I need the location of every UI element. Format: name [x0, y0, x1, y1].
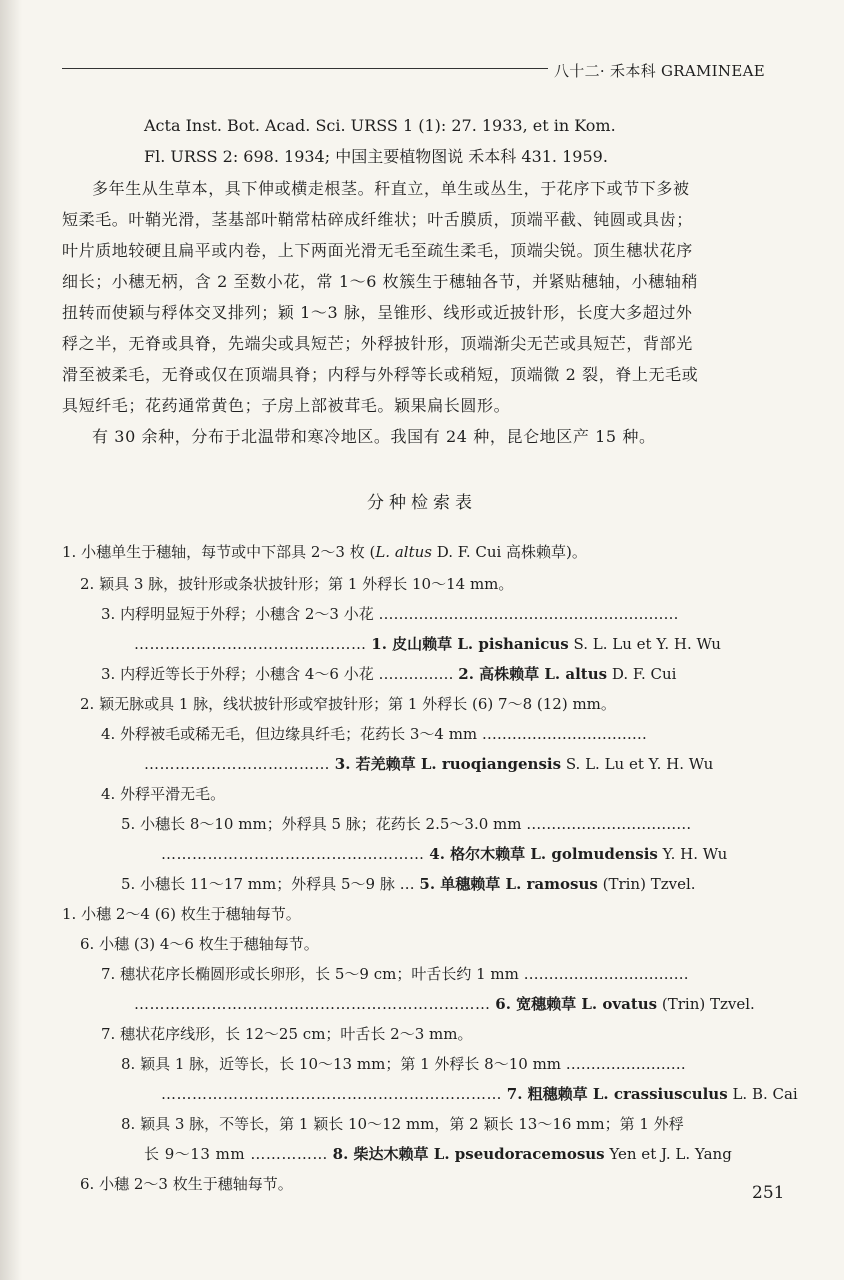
key-couplet-5b: 5. 小穗长 11～17 mm；外稃具 5～9 脉 … 5. 单穗赖草 L. ramosus (Trin) Tzvel. — [121, 875, 696, 893]
key-entry-3: ……………………………… 3. 若羌赖草 L. ruoqiangensis S. L. Lu et Y. H. Wu — [144, 755, 714, 773]
distribution-text: 有 30 余种，分布于北温带和寒冷地区。我国有 24 种，昆仑地区产 15 种。 — [92, 427, 656, 446]
description-line: 具短纤毛；花药通常黄色；子房上部被茸毛。颖果扁长圆形。 — [62, 396, 511, 415]
description-line: 多年生从生草本，具下伸或横走根茎。秆直立，单生或丛生，于花序下或节下多被 — [92, 179, 690, 198]
description-line: 叶片质地较硬且扁平或内卷，上下两面光滑无毛至疏生柔毛，顶端尖锐。顶生穗状花序 — [62, 241, 693, 260]
reference-line-1: Acta Inst. Bot. Acad. Sci. URSS 1 (1): 27. 1933, et in Kom. — [144, 116, 616, 135]
page-number: 251 — [752, 1183, 785, 1203]
description-line: 细长；小穗无柄，含 2 至数小花，常 1～6 枚簇生于穗轴各节，并紧贴穗轴，小穗轴稍 — [62, 272, 699, 291]
description-line: 短柔毛。叶鞘光滑，茎基部叶鞘常枯碎成纤维状；叶舌膜质，顶端平截、钝圆或具齿； — [62, 210, 693, 229]
running-header: 八十二· 禾本科 GRAMINEAE — [554, 62, 765, 80]
key-couplet-1b: 1. 小穗 2～4 (6) 枚生于穗轴每节。 — [62, 905, 301, 923]
key-couplet-7a: 7. 穗状花序长椭圆形或长卵形，长 5～9 cm；叶舌长约 1 mm …………………………… — [101, 965, 689, 983]
description-line: 稃之半，无脊或具脊，先端尖或具短芒；外稃披针形，顶端渐尖无芒或具短芒，背部光 — [62, 334, 693, 353]
key-entry-6: …………………………………………………………… 6. 宽穗赖草 L. ovatus (Trin) Tzvel. — [134, 995, 755, 1013]
key-couplet-3b: 3. 内稃近等长于外稃；小穗含 4～6 小花 …………… 2. 高株赖草 L. altus D. F. Cui — [101, 665, 677, 683]
key-entry-7: ………………………………………………………… 7. 粗穗赖草 L. crassiusculus L. B. Cai — [161, 1085, 798, 1103]
key-couplet-4b: 4. 外稃平滑无毛。 — [101, 785, 226, 803]
key-entry-8: 长 9～13 mm …………… 8. 柴达木赖草 L. pseudoracemosus Yen et J. L. Yang — [144, 1145, 732, 1163]
key-couplet-8b: 8. 颖具 3 脉，不等长，第 1 颖长 10～12 mm，第 2 颖长 13～16 mm；第 1 外稃 — [121, 1115, 684, 1133]
key-title: 分种检索表 — [367, 493, 477, 513]
key-couplet-4a: 4. 外稃被毛或稀无毛，但边缘具纤毛；花药长 3～4 mm …………………………… — [101, 725, 647, 743]
key-couplet-6a: 6. 小穗 (3) 4～6 枚生于穗轴每节。 — [80, 935, 319, 953]
page-gutter-shadow — [0, 0, 22, 1280]
key-entry-1: ……………………………………… 1. 皮山赖草 L. pishanicus S. L. Lu et Y. H. Wu — [134, 635, 721, 653]
key-couplet-2b: 2. 颖无脉或具 1 脉，线状披针形或窄披针形；第 1 外稃长 (6) 7～8 (12) mm。 — [80, 695, 616, 713]
key-couplet-2a: 2. 颖具 3 脉，披针形或条状披针形；第 1 外稃长 10～14 mm。 — [80, 575, 514, 593]
key-couplet-1a: 1. 小穗单生于穗轴，每节或中下部具 2～3 枚 (L. altus D. F. Cui 高株赖草)。 — [62, 543, 587, 561]
key-couplet-3a: 3. 内稃明显短于外稃；小穗含 2～3 小花 …………………………………………………… — [101, 605, 679, 623]
key-entry-4: …………………………………………… 4. 格尔木赖草 L. golmudensis Y. H. Wu — [161, 845, 728, 863]
header-rule — [62, 68, 548, 69]
key-couplet-6b: 6. 小穗 2～3 枚生于穗轴每节。 — [80, 1175, 293, 1193]
key-couplet-5a: 5. 小穗长 8～10 mm；外稃具 5 脉；花药长 2.5～3.0 mm …………………………… — [121, 815, 692, 833]
key-couplet-7b: 7. 穗状花序线形，长 12～25 cm；叶舌长 2～3 mm。 — [101, 1025, 473, 1043]
description-line: 滑至被柔毛，无脊或仅在顶端具脊；内稃与外稃等长或稍短，顶端微 2 裂，脊上无毛或 — [62, 365, 699, 384]
description-line: 扭转而使颖与稃体交叉排列；颖 1～3 脉，呈锥形、线形或近披针形，长度大多超过外 — [62, 303, 693, 322]
key-couplet-8a: 8. 颖具 1 脉，近等长，长 10～13 mm；第 1 外稃长 8～10 mm …………………… — [121, 1055, 686, 1073]
reference-line-2: Fl. URSS 2: 698. 1934; 中国主要植物图说 禾本科 431. 1959. — [144, 147, 608, 166]
